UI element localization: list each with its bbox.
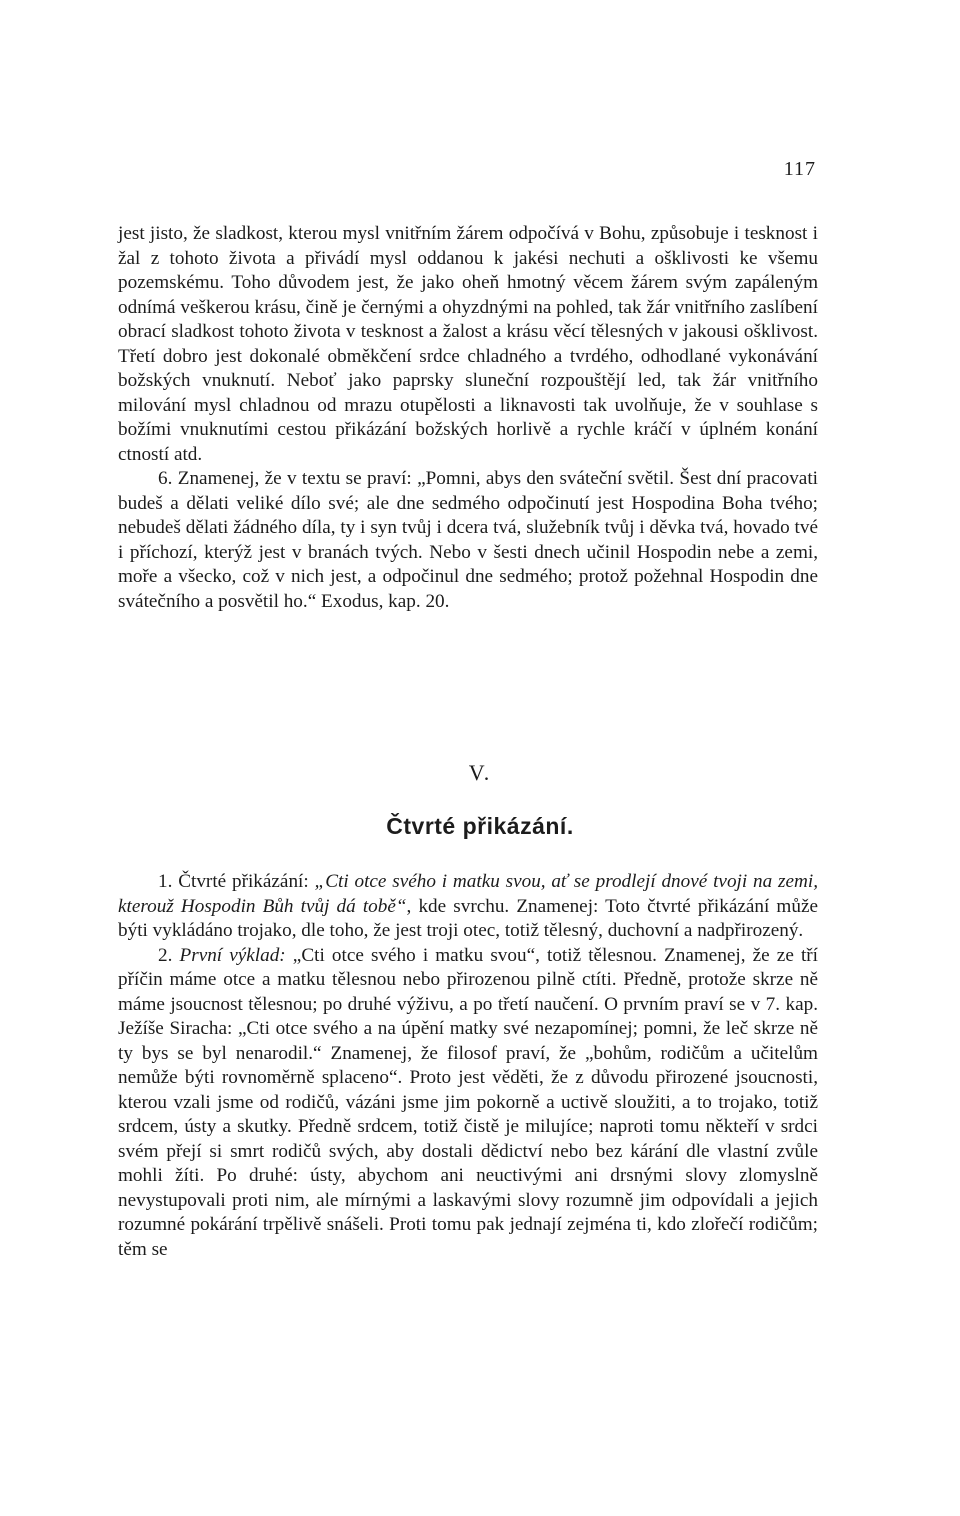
previous-section-text bbox=[118, 222, 818, 614]
paragraph-continued: jest jisto, že sladkost, kterou mysl vnitřním žárem odpočívá v Bohu, způsobuje i tesknost i žal z tohoto života a přivádí mysl oddanou k jakési nechuti a ošklivosti ke všemu pozemskému. Toho důvodem jest, že jako oheň hmotný věcem žárem svým zapáleným odnímá veškerou krásu, čině je černými a ohyzdnými na pohled, tak žár vnitřního zaslíbení obrací sladkost tohoto života v tesknost a žalost a krásu věcí tělesných v jakousi ošklivost. Třetí dobro jest dokonalé obměkčení srdce chladného a tvrdého, odhodlané vykonávání božských vnuknutí. Neboť jako paprsky sluneční rozpouštějí led, tak žár vnitřního milování mysl chladnou od mrazu otupělosti a liknavosti tak uvolňuje, že v souhlase s božími vnuknutími cestou přikázání božských horlivě a rychle kráčí v úplném konání ctností atd. bbox=[118, 223, 818, 465]
chapter-number: V. bbox=[468, 760, 492, 785]
chapter-title: Čtvrté přikázání. bbox=[386, 813, 574, 839]
paragraph-1-rest: , kde svrchu. Znamenej: Toto čtvrté přikázání může býti vykládáno trojako, dle toho, že jest troji otec, totiž tělesný, duchovní a nadpřirozený. bbox=[118, 895, 818, 941]
paragraph-1 bbox=[118, 870, 818, 944]
paragraph-2-heading: První výklad: bbox=[179, 944, 286, 966]
paragraph-2-lead: 2. bbox=[158, 944, 180, 966]
paragraph-6: 6. Znamenej, že v textu se praví: „Pomni, abys den sváteční světil. Šest dní pracovati budeš a dělati veliké dílo své; ale dne sedmého odpočinutí jest Hospodina Boha tvého; nebudeš dělati žádného díla, ty i syn tvůj i dcera tvá, služebník tvůj i děvka tvá, hovado tvé i příchozí, kterýž jest v branách tvých. Nebo v šesti dnech učinil Hospodin nebe a zemi, moře a všecko, což v nich jest, a odpočinul dne sedmého; protož požehnal Hospodin dne svátečního a posvětil ho.“ Exodus, kap. 20. bbox=[118, 468, 818, 612]
paragraph-2 bbox=[118, 944, 818, 1263]
paragraph-1-lead: 1. Čtvrté přikázání: bbox=[158, 871, 315, 892]
commandment-quote: „Cti otce svého i matku svou, ať se prodlejí dnové tvoji na zemi, kterouž Hospodin Bůh tvůj dá tobě“ bbox=[118, 871, 818, 917]
chapter-body-text bbox=[118, 870, 818, 1262]
page-number: 117 bbox=[783, 158, 816, 180]
paragraph-2-rest: „Cti otce svého i matku svou“, totiž tělesnou. Znamenej, že ze tří příčin máme otce a matku tělesnou nebo přirozenou pilně ctíti. Předně, protože skrze ně máme jsoucnost tělesnou; po druhé výživu, a po třetí naučení. O prvním praví se v 7. kap. Ježíše Siracha: „Cti otce svého a na úpění matky své nezapomínej; pomni, že leč skrze ně ty bys se byl nenarodil.“ Znamenej, že filosof praví, že „bohům, rodičům a učitelům nemůže býti rovnoměrně splaceno“. Proto jest věděti, že z důvodu přirozené jsoucnosti, kterou vzali jsme od rodičů, vázáni jsme jim pokorně a uctivě sloužiti, a to trojako, totiž srdcem, ústy a skutky. Předně srdcem, totiž čistě je milujíce; naproti tomu někteří v srdci svém přejí si smrt rodičů svých, aby dostali dědictví nebo bez kárání dle vlastní zvůle mohli žíti. Po druhé: ústy, abychom ani neuctivými ani drsnými slovy zlomyslně nevystupovali proti nim, ale mírnými a laskavými slovy rozumně jim odpovídali a jejich rozumné pokárání trpělivě snášeli. Proti tomu pak jednají zejména ti, kdo zlořečí rodičům; těm se bbox=[118, 944, 818, 1260]
